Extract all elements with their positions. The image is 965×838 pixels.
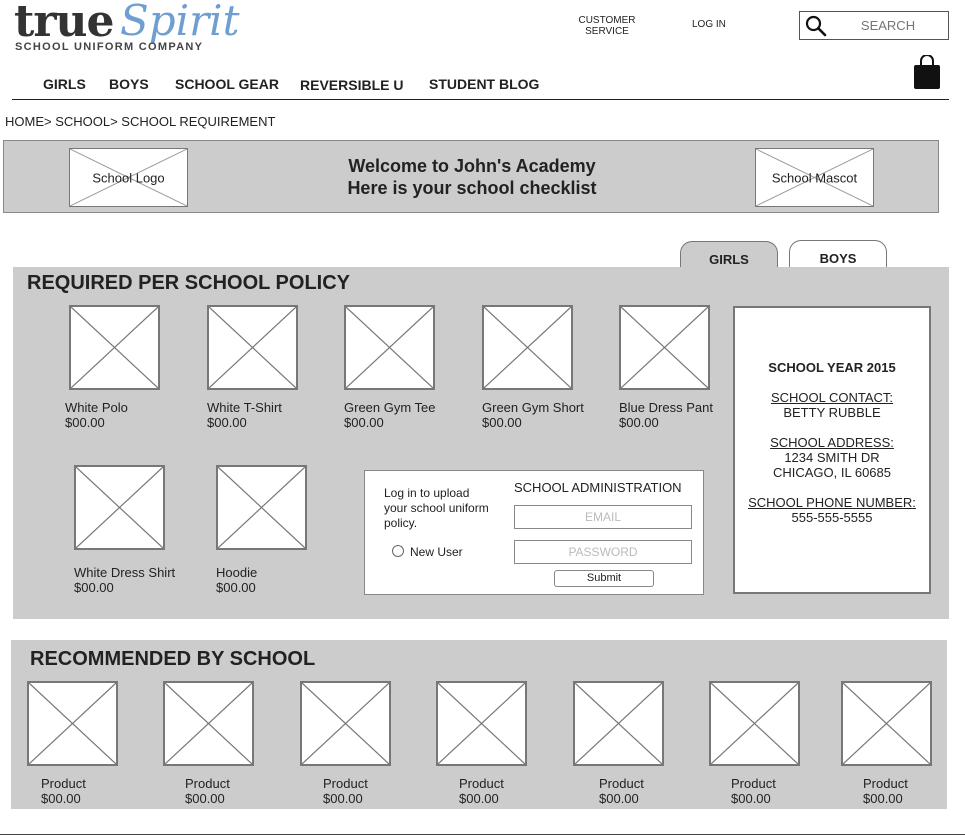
school-address-line1: 1234 SMITH DR: [784, 450, 880, 465]
product-image[interactable]: [841, 681, 932, 766]
product-price: $00.00: [344, 415, 384, 430]
product-price: $00.00: [207, 415, 247, 430]
product-image[interactable]: [163, 681, 254, 766]
upload-message-line1: Log in to upload: [384, 486, 470, 500]
customer-service-link[interactable]: [568, 15, 646, 37]
product-price: $00.00: [185, 791, 225, 806]
school-address-label: SCHOOL ADDRESS:: [770, 435, 894, 450]
product-price: $00.00: [459, 791, 499, 806]
product-price: $00.00: [619, 415, 659, 430]
search-icon[interactable]: [805, 15, 827, 37]
nav-school-gear[interactable]: SCHOOL GEAR: [175, 76, 279, 92]
new-user-radio[interactable]: [392, 545, 404, 557]
product-price: $00.00: [599, 791, 639, 806]
product-image[interactable]: [216, 465, 307, 550]
customer-service-line1: CUSTOMER: [578, 15, 636, 26]
search-box[interactable]: [799, 11, 949, 40]
school-banner: [3, 140, 939, 213]
customer-service-line2: SERVICE: [585, 26, 629, 37]
nav-reversible-u[interactable]: REVERSIBLE U: [300, 77, 404, 93]
product-name[interactable]: White Polo: [65, 400, 128, 415]
required-title: REQUIRED PER SCHOOL POLICY: [27, 272, 351, 294]
product-price: $00.00: [731, 791, 771, 806]
product-image[interactable]: [573, 681, 664, 766]
nav-divider: [12, 99, 949, 100]
nav-girls[interactable]: GIRLS: [43, 76, 86, 92]
school-phone: 555-555-5555: [791, 510, 873, 525]
product-name[interactable]: Product: [459, 776, 504, 791]
school-mascot-label: School Mascot: [771, 170, 858, 185]
product-image[interactable]: [27, 681, 118, 766]
product-name[interactable]: Hoodie: [216, 565, 258, 580]
tab-girls[interactable]: GIRLS: [680, 241, 778, 269]
brand-logo[interactable]: [14, 0, 254, 56]
upload-message-line3: policy.: [384, 516, 418, 530]
submit-button[interactable]: Submit: [554, 570, 654, 587]
product-image[interactable]: [436, 681, 527, 766]
upload-message: [384, 486, 489, 531]
footer-divider: [0, 834, 965, 835]
product-image[interactable]: [344, 305, 435, 390]
product-name[interactable]: Product: [185, 776, 230, 791]
brand-tagline: SCHOOL UNIFORM COMPANY: [15, 41, 204, 53]
product-price: $00.00: [216, 580, 256, 595]
product-price: $00.00: [65, 415, 105, 430]
product-name[interactable]: White T-Shirt: [207, 400, 282, 415]
upload-message-line2: your school uniform: [384, 501, 489, 515]
school-year: SCHOOL YEAR 2015: [768, 360, 896, 375]
password-field[interactable]: [514, 540, 692, 564]
product-image[interactable]: [69, 305, 160, 390]
product-image[interactable]: [482, 305, 573, 390]
product-name[interactable]: Green Gym Tee: [344, 400, 436, 415]
product-name[interactable]: White Dress Shirt: [74, 565, 176, 580]
recommended-title: RECOMMENDED BY SCHOOL: [30, 648, 316, 670]
email-field[interactable]: [514, 505, 692, 529]
school-logo-label: School Logo: [92, 170, 165, 185]
tab-boys[interactable]: BOYS: [789, 240, 887, 270]
school-admin-title: SCHOOL ADMINISTRATION: [514, 480, 682, 495]
product-price: $00.00: [863, 791, 903, 806]
product-name[interactable]: Product: [323, 776, 368, 791]
school-contact-label: SCHOOL CONTACT:: [770, 390, 894, 405]
product-name[interactable]: Blue Dress Pant: [619, 400, 713, 415]
school-contact-name: BETTY RUBBLE: [783, 405, 881, 420]
product-name[interactable]: Green Gym Short: [482, 400, 584, 415]
login-link[interactable]: LOG IN: [692, 19, 726, 30]
main-nav: [0, 70, 965, 100]
product-price: $00.00: [323, 791, 363, 806]
product-name[interactable]: Product: [41, 776, 86, 791]
product-image[interactable]: [207, 305, 298, 390]
school-address-line2: CHICAGO, IL 60685: [772, 465, 891, 480]
welcome-line2: Here is your school checklist: [347, 178, 597, 198]
school-phone-label: SCHOOL PHONE NUMBER:: [748, 495, 916, 510]
brand-wordmark-spirit: Spirit: [120, 0, 240, 45]
new-user-label[interactable]: New User: [410, 545, 463, 559]
search-input[interactable]: [834, 15, 942, 35]
product-price: $00.00: [482, 415, 522, 430]
product-image[interactable]: [300, 681, 391, 766]
welcome-line1: Welcome to John's Academy: [348, 156, 596, 176]
product-price: $00.00: [41, 791, 81, 806]
product-image[interactable]: [74, 465, 165, 550]
breadcrumb[interactable]: HOME> SCHOOL> SCHOOL REQUIREMENT: [5, 114, 276, 129]
nav-boys[interactable]: BOYS: [109, 76, 149, 92]
product-name[interactable]: Product: [731, 776, 776, 791]
product-price: $00.00: [74, 580, 114, 595]
school-mascot-placeholder: [755, 148, 874, 207]
school-logo-placeholder: [69, 148, 188, 207]
product-name[interactable]: Product: [863, 776, 908, 791]
product-image[interactable]: [709, 681, 800, 766]
nav-student-blog[interactable]: STUDENT BLOG: [429, 76, 540, 92]
product-image[interactable]: [619, 305, 710, 390]
product-name[interactable]: Product: [599, 776, 644, 791]
brand-wordmark-true: true: [14, 0, 114, 47]
